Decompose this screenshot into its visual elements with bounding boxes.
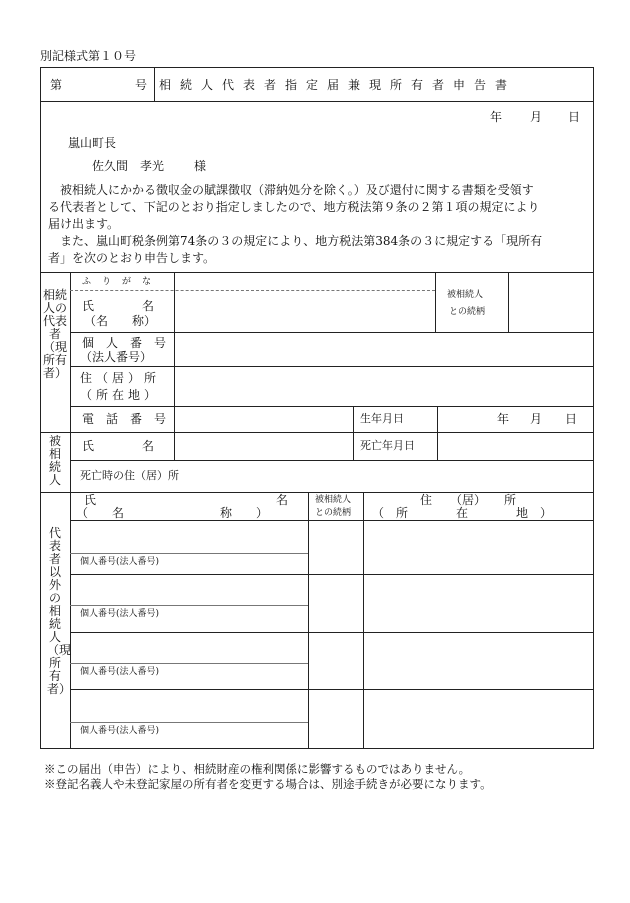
heirs-relation-header-2: との続柄 xyxy=(315,508,352,518)
note-1: ※この届出（申告）により、相続財産の権利関係に影響するものではありません。 xyxy=(44,762,471,776)
heir-row-1-personal-number: 個人番号(法人番号) xyxy=(80,557,160,567)
rep-birth-label: 生年月日 xyxy=(360,412,404,425)
number-suffix: 号 xyxy=(135,78,148,92)
form-title: 相続人代表者指定届兼現所有者申告書 xyxy=(159,78,517,92)
rep-phone-label: 電 話 番 号 xyxy=(82,412,167,426)
heirs-name-header-1: 氏 名 xyxy=(84,493,289,507)
addressee-title: 嵐山町長 xyxy=(68,136,117,150)
rep-relation-label-1: 被相続人 xyxy=(447,290,484,300)
rep-name-label-2: （名 称） xyxy=(84,314,157,328)
note-2: ※登記名義人や未登記家屋の所有者を変更する場合は、別途手続きが必要になります。 xyxy=(44,777,492,791)
date-month: 月 xyxy=(530,110,543,124)
addressee-honorific: 様 xyxy=(194,159,207,173)
furigana-label: ふ り が な xyxy=(82,277,153,287)
deceased-section-label: 被相続人 xyxy=(48,434,61,487)
heir-row-2-personal-number: 個人番号(法人番号) xyxy=(80,609,160,619)
heirs-relation-header-1: 被相続人 xyxy=(315,495,352,505)
death-address-label: 死亡時の住（居）所 xyxy=(80,469,179,482)
number-prefix: 第 xyxy=(50,78,63,92)
rep-personal-number-2: （法人番号） xyxy=(80,350,153,364)
date-day: 日 xyxy=(568,110,581,124)
heirs-name-header-2: （ 名 称 ） xyxy=(76,506,269,520)
rep-relation-label-2: との続柄 xyxy=(449,307,486,317)
date-year: 年 xyxy=(490,110,503,124)
rep-address-label-1: 住（居）所 xyxy=(80,371,161,385)
rep-birth-month: 月 xyxy=(530,412,543,426)
heirs-address-header-2: （ 所 在 地 ） xyxy=(372,506,553,520)
representative-section-label: 相続人の代表者（現所有者） xyxy=(42,288,67,380)
body-paragraph: 被相続人にかかる徴収金の賦課徴収（滞納処分を除く。）及び還付に関する書類を受領す る代表者として、下記のとおり指定しましたので、地方税法第９条の２第１項の規定により 届け出ます。 また、嵐山町税条例第74条の３の規定により、地方税法第384条の３に規定する「現所有 者」を次のとおり申告します。 xyxy=(48,183,543,265)
heirs-address-header-1: 住 （居） 所 xyxy=(420,493,517,507)
rep-name-label-1: 氏 名 xyxy=(82,299,155,313)
addressee-name: 佐久間 孝光 xyxy=(92,159,165,173)
heir-row-3-personal-number: 個人番号(法人番号) xyxy=(80,667,160,677)
other-heirs-section-label: 代表者以外の相続人（現所有者） xyxy=(47,526,72,696)
rep-address-label-2: （所在地） xyxy=(80,388,161,402)
deceased-name-label: 氏 名 xyxy=(82,439,155,453)
form-label: 別記様式第１０号 xyxy=(40,49,137,63)
rep-birth-day: 日 xyxy=(565,412,578,426)
heir-row-4-personal-number: 個人番号(法人番号) xyxy=(80,726,160,736)
rep-birth-year: 年 xyxy=(497,412,510,426)
death-date-label: 死亡年月日 xyxy=(360,439,415,452)
rep-personal-number-1: 個 人 番 号 xyxy=(82,336,167,350)
